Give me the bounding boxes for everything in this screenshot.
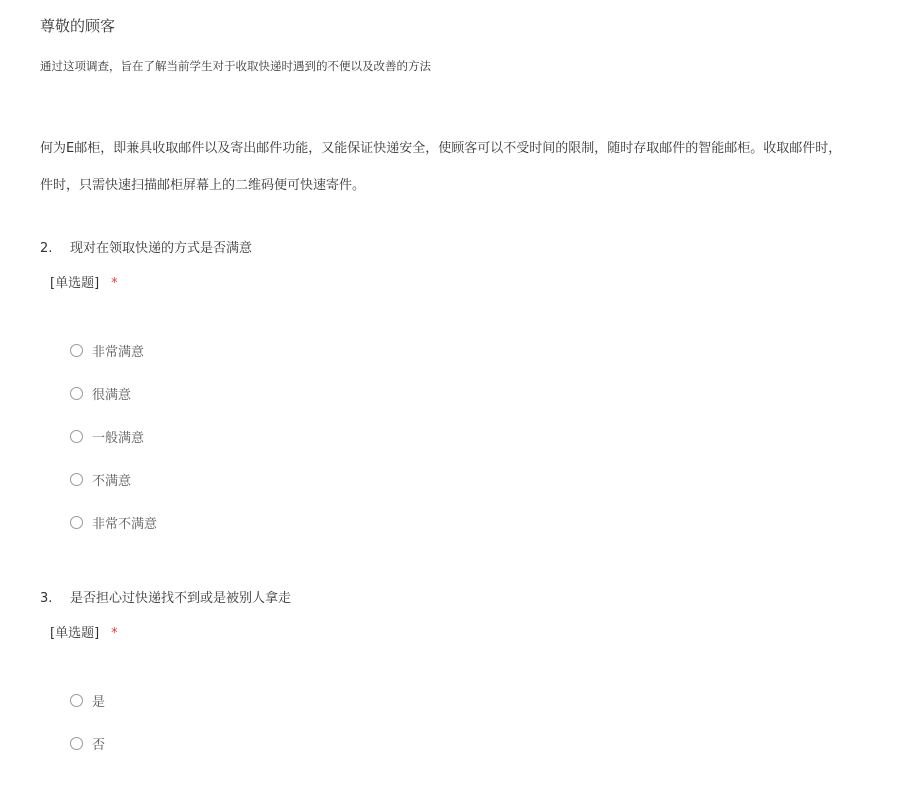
description-line-1: 何为E邮柜，即兼具收取邮件以及寄出邮件功能，又能保证快递安全，使顾客可以不受时间的限制，随时存取邮件的智能邮柜。收取邮件时， xyxy=(40,141,842,156)
question-type-label: [单选题] xyxy=(50,626,100,641)
question-2-title xyxy=(40,237,252,256)
radio-circle-icon[interactable] xyxy=(70,430,83,443)
radio-circle-icon[interactable] xyxy=(70,694,83,707)
option-label: 一般满意 xyxy=(92,430,145,446)
radio-circle-icon[interactable] xyxy=(70,344,83,357)
question-3-text: 是否担心过快递找不到或是被别人拿走 xyxy=(70,591,292,606)
option-q2-2[interactable] xyxy=(70,384,131,402)
option-q2-3[interactable] xyxy=(70,427,144,445)
survey-greeting: 尊敬的顾客 xyxy=(40,17,116,35)
question-2-type xyxy=(50,272,118,291)
question-2-text: 现对在领取快递的方式是否满意 xyxy=(70,241,253,256)
required-star: * xyxy=(111,276,118,291)
required-star: * xyxy=(111,626,118,641)
radio-circle-icon[interactable] xyxy=(70,516,83,529)
description-line-2: 件时，只需快速扫描邮柜屏幕上的二维码便可快速寄件。 xyxy=(40,178,366,193)
radio-circle-icon[interactable] xyxy=(70,387,83,400)
question-type-label: [单选题] xyxy=(50,276,100,291)
radio-circle-icon[interactable] xyxy=(70,737,83,750)
option-label: 否 xyxy=(92,737,106,753)
option-q2-5[interactable] xyxy=(70,513,157,531)
option-q2-4[interactable] xyxy=(70,470,131,488)
question-3-title xyxy=(40,587,291,606)
question-3-number: 3. xyxy=(40,591,53,606)
option-label: 非常不满意 xyxy=(92,516,158,532)
option-q2-1[interactable] xyxy=(70,341,144,359)
option-label: 非常满意 xyxy=(92,344,145,360)
option-label: 是 xyxy=(92,694,106,710)
survey-intro: 通过这项调查，旨在了解当前学生对于收取快递时遇到的不便以及改善的方法 xyxy=(40,59,431,73)
question-3-type xyxy=(50,622,118,641)
option-label: 很满意 xyxy=(92,387,132,403)
option-q3-1[interactable] xyxy=(70,691,105,709)
radio-circle-icon[interactable] xyxy=(70,473,83,486)
option-q3-2[interactable] xyxy=(70,734,105,752)
option-label: 不满意 xyxy=(92,473,132,489)
question-2-number: 2. xyxy=(40,241,53,256)
